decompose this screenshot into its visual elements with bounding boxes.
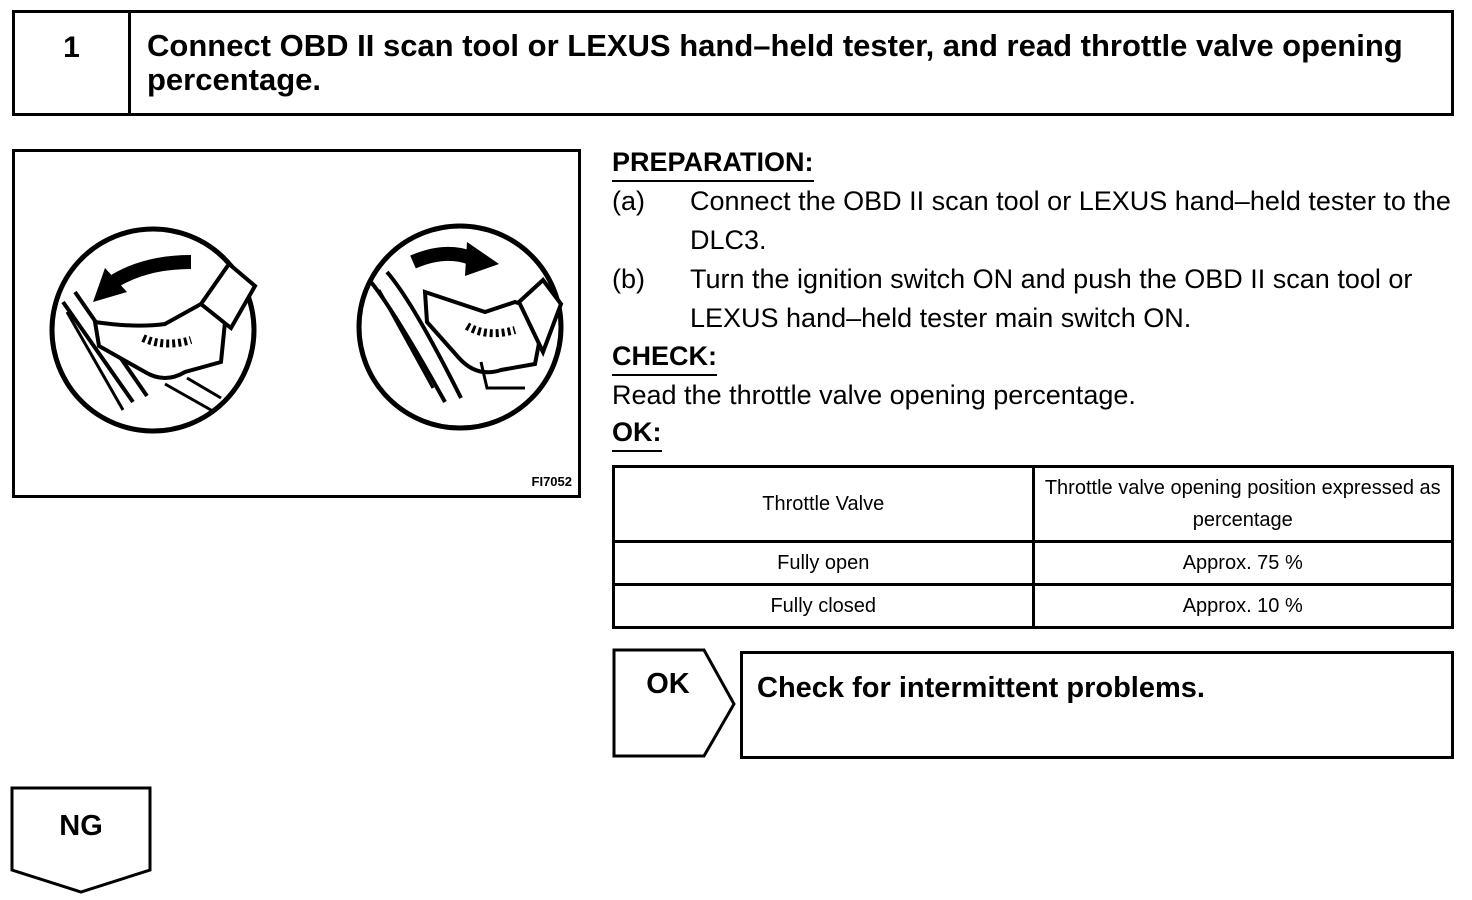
table-cell: Approx. 75 % (1033, 542, 1453, 585)
instructions-column (612, 144, 1462, 452)
preparation-steps (612, 182, 1462, 338)
step-text: Turn the ignition switch ON and push the OBD II scan tool or LEXUS hand–held tester main switch ON. (690, 264, 1413, 333)
ok-result-text: Check for intermittent problems. (757, 672, 1205, 704)
table-row (614, 585, 1453, 628)
ok-result-box (740, 651, 1454, 759)
check-text: Read the throttle valve opening percentage. (612, 380, 1136, 410)
pedal-released-arrow-left-icon (52, 229, 255, 431)
step-title: Connect OBD II scan tool or LEXUS hand–held tester, and read throttle valve opening percentage. (147, 28, 1403, 97)
ng-result-label: NG (59, 810, 103, 842)
step-header (12, 10, 1454, 116)
illustration-panel (12, 149, 581, 498)
step-marker: (b) (612, 264, 645, 294)
table-cell: Approx. 10 % (1033, 585, 1453, 628)
preparation-step-a (612, 182, 1462, 260)
pedal-illustration (15, 152, 578, 495)
table-header-row (614, 467, 1453, 542)
step-text: Connect the OBD II scan tool or LEXUS hand–held tester to the DLC3. (690, 186, 1451, 255)
throttle-spec-table (612, 465, 1454, 629)
preparation-step-b (612, 260, 1462, 338)
figure-code: FI7052 (531, 474, 572, 489)
step-number: 1 (15, 13, 131, 113)
table-cell: Fully open (614, 542, 1034, 585)
table-header-cell: Throttle Valve (614, 467, 1034, 542)
step-marker: (a) (612, 186, 645, 216)
check-heading: CHECK: (612, 338, 717, 376)
pedal-pressed-arrow-right-icon (359, 226, 561, 428)
ok-arrow-shape (612, 648, 738, 760)
table-row (614, 542, 1453, 585)
preparation-heading: PREPARATION: (612, 144, 814, 182)
table-cell: Fully closed (614, 585, 1034, 628)
table-header-cell: Throttle valve opening position expressed as percentage (1033, 467, 1453, 542)
ok-result-label: OK (646, 668, 690, 700)
ok-heading: OK: (612, 414, 662, 452)
